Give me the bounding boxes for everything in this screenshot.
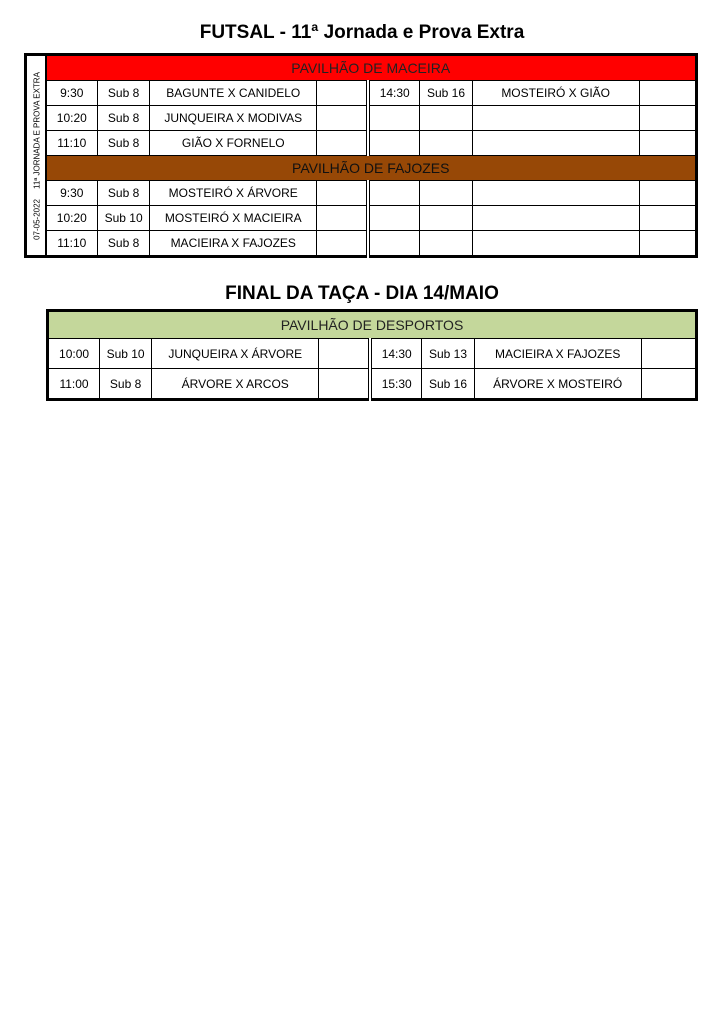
match-category: Sub 8 bbox=[98, 131, 150, 156]
match-time: 10:20 bbox=[46, 206, 98, 231]
match-game: JUNQUEIRA X ÁRVORE bbox=[152, 339, 319, 369]
match-category bbox=[420, 131, 472, 156]
match-category: Sub 8 bbox=[98, 181, 150, 206]
table-row bbox=[26, 231, 697, 257]
match-time bbox=[368, 106, 420, 131]
match-result bbox=[639, 206, 696, 231]
match-time: 9:30 bbox=[46, 181, 98, 206]
match-category bbox=[420, 106, 472, 131]
match-result bbox=[641, 339, 696, 369]
match-result bbox=[317, 181, 368, 206]
match-result bbox=[317, 81, 368, 106]
match-time bbox=[368, 231, 420, 257]
match-result bbox=[639, 131, 696, 156]
match-game bbox=[472, 106, 639, 131]
page-title: FUTSAL - 11ª Jornada e Prova Extra bbox=[199, 22, 525, 43]
match-result bbox=[639, 181, 696, 206]
match-time: 11:00 bbox=[48, 369, 100, 400]
match-result bbox=[639, 231, 696, 257]
side-text: 11ª JORNADA E PROVA EXTRA bbox=[32, 71, 42, 189]
match-result bbox=[319, 369, 370, 400]
match-time: 14:30 bbox=[370, 339, 422, 369]
match-game: MACIEIRA X FAJOZES bbox=[150, 231, 317, 257]
match-category: Sub 8 bbox=[98, 81, 150, 106]
match-time: 10:00 bbox=[48, 339, 100, 369]
match-time: 10:20 bbox=[46, 106, 98, 131]
match-category: Sub 13 bbox=[422, 339, 474, 369]
match-category: Sub 10 bbox=[100, 339, 152, 369]
match-time: 11:10 bbox=[46, 231, 98, 257]
match-time: 9:30 bbox=[46, 81, 98, 106]
match-time: 14:30 bbox=[368, 81, 420, 106]
venue-header-fajozes: PAVILHÃO DE FAJOZES bbox=[46, 156, 697, 181]
table-row bbox=[26, 106, 697, 131]
match-result bbox=[317, 131, 368, 156]
match-category: Sub 16 bbox=[420, 81, 472, 106]
match-category: Sub 10 bbox=[98, 206, 150, 231]
match-game: JUNQUEIRA X MODIVAS bbox=[150, 106, 317, 131]
match-game: ÁRVORE X MOSTEIRÓ bbox=[474, 369, 641, 400]
final-title: FINAL DA TAÇA - DIA 14/MAIO bbox=[225, 283, 499, 304]
schedule-table-final bbox=[46, 309, 698, 401]
match-category bbox=[420, 231, 472, 257]
match-game: GIÃO X FORNELO bbox=[150, 131, 317, 156]
match-time: 15:30 bbox=[370, 369, 422, 400]
match-time bbox=[368, 181, 420, 206]
match-category bbox=[420, 181, 472, 206]
match-game bbox=[472, 131, 639, 156]
side-date: 07-05-2022 bbox=[32, 198, 42, 240]
table-row bbox=[26, 181, 697, 206]
match-result bbox=[639, 106, 696, 131]
match-game: BAGUNTE X CANIDELO bbox=[150, 81, 317, 106]
table-row bbox=[26, 81, 697, 106]
match-game bbox=[472, 206, 639, 231]
match-result bbox=[319, 339, 370, 369]
table-row bbox=[26, 131, 697, 156]
match-category: Sub 8 bbox=[98, 231, 150, 257]
match-game bbox=[472, 231, 639, 257]
match-result bbox=[641, 369, 696, 400]
venue-header-maceira: PAVILHÃO DE MACEIRA bbox=[46, 55, 697, 81]
match-game: MACIEIRA X FAJOZES bbox=[474, 339, 641, 369]
venue-header-desportos: PAVILHÃO DE DESPORTOS bbox=[48, 311, 697, 339]
match-result bbox=[317, 106, 368, 131]
match-game: MOSTEIRÓ X ÁRVORE bbox=[150, 181, 317, 206]
match-game bbox=[472, 181, 639, 206]
match-result bbox=[317, 231, 368, 257]
match-category: Sub 16 bbox=[422, 369, 474, 400]
table-row bbox=[48, 339, 697, 369]
match-category bbox=[420, 206, 472, 231]
match-game: ÁRVORE X ARCOS bbox=[152, 369, 319, 400]
match-time bbox=[368, 206, 420, 231]
match-time bbox=[368, 131, 420, 156]
match-category: Sub 8 bbox=[100, 369, 152, 400]
match-result bbox=[639, 81, 696, 106]
match-time: 11:10 bbox=[46, 131, 98, 156]
table-row bbox=[26, 206, 697, 231]
side-label bbox=[26, 55, 46, 257]
schedule-table-jornada bbox=[24, 53, 698, 258]
match-game: MOSTEIRÓ X GIÃO bbox=[472, 81, 639, 106]
table-row bbox=[48, 369, 697, 400]
match-game: MOSTEIRÓ X MACIEIRA bbox=[150, 206, 317, 231]
match-result bbox=[317, 206, 368, 231]
match-category: Sub 8 bbox=[98, 106, 150, 131]
